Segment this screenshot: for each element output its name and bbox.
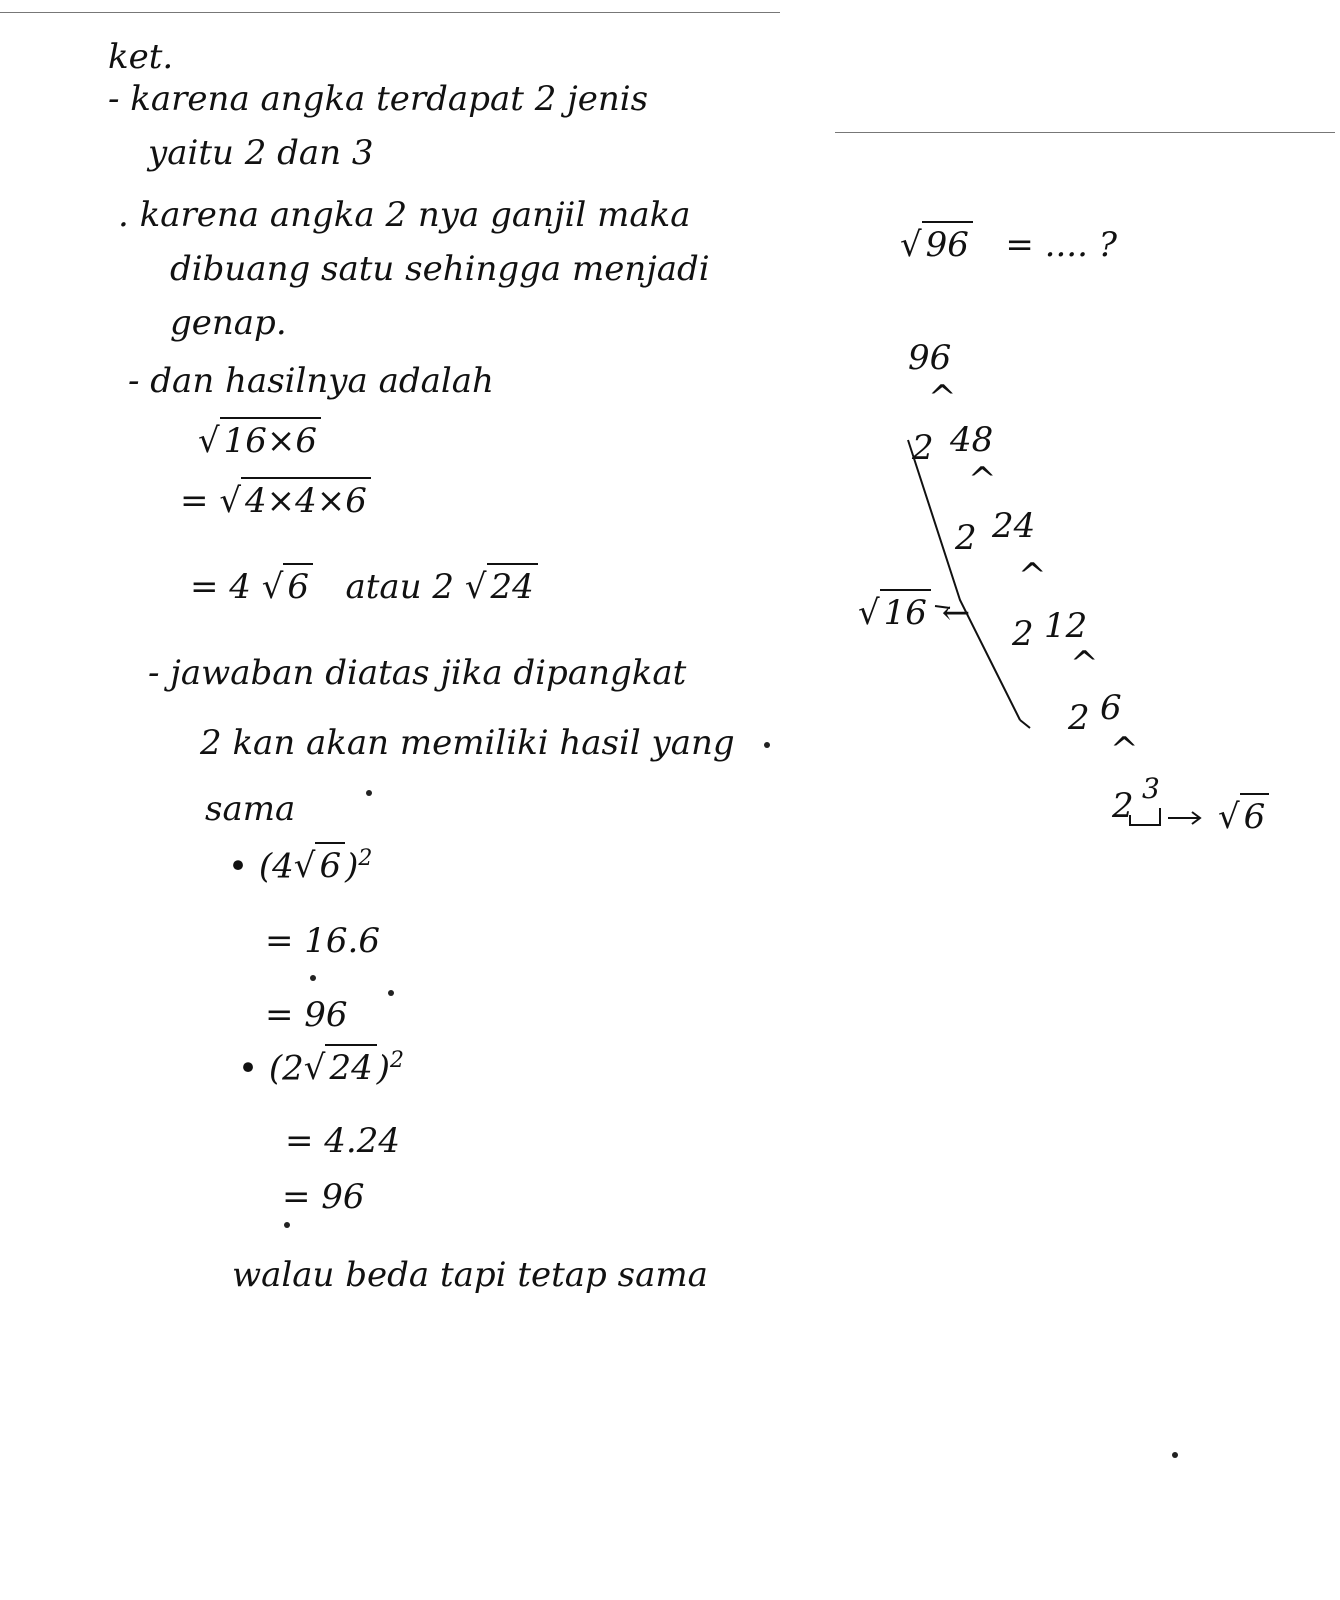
caret-5: ^ — [1110, 730, 1139, 770]
bullet2-line3: genap. — [170, 303, 287, 343]
check1-sqrt: √ 6 — [294, 849, 345, 883]
ink-speck — [1172, 1452, 1178, 1458]
tree-val-5: 3 — [1142, 772, 1160, 805]
tree-div-1: 2 — [912, 428, 934, 468]
tree-val-2: 24 — [992, 506, 1036, 546]
tree-val-3: 12 — [1044, 606, 1088, 646]
tree-top: 96 — [908, 338, 952, 378]
tree-result — [1218, 797, 1269, 837]
sqrt-16x6: √ 16×6 — [198, 424, 321, 458]
top-rule-right — [835, 132, 1335, 133]
tree-div-5: 2 — [1112, 786, 1134, 826]
tree-div-3: 2 — [1012, 614, 1034, 654]
step1 — [198, 421, 321, 461]
check2-step2: = 96 — [282, 1177, 365, 1217]
sqrt16-note — [858, 593, 971, 633]
check2-sqrt: √ 24 — [304, 1051, 377, 1085]
bullet1-line2: yaitu 2 dan 3 — [148, 133, 374, 173]
tree-val-4: 6 — [1100, 688, 1122, 728]
bullet1-line1: - karena angka terdapat 2 jenis — [108, 79, 649, 119]
bullet2-line1: . karena angka 2 nya ganjil maka — [118, 195, 691, 235]
sqrt-4x4x6: √ 4×4×6 — [219, 484, 371, 518]
conclusion: walau beda tapi tetap sama — [232, 1255, 708, 1295]
sqrt-6: √ 6 — [262, 570, 313, 604]
tree-val-1: 48 — [950, 420, 994, 460]
sqrt-24: √ 24 — [465, 570, 538, 604]
ink-speck — [284, 1222, 290, 1228]
sqrt-16: √ 16 — [858, 596, 931, 630]
ink-speck — [388, 990, 394, 996]
step3: = 4 √ 6 atau 2 √ 24 — [190, 570, 538, 604]
caret-3: ^ — [1018, 556, 1047, 596]
question: √ 96 = .... ? — [900, 228, 1117, 262]
top-rule-left — [0, 12, 780, 13]
ink-speck — [764, 742, 770, 748]
check1-step1: = 16.6 — [265, 921, 380, 961]
caret-1: ^ — [928, 378, 957, 418]
caret-4: ^ — [1070, 644, 1099, 684]
check2-step1: = 4.24 — [285, 1121, 400, 1161]
sqrt-96: √ 96 — [900, 228, 973, 262]
tree-div-4: 2 — [1068, 698, 1090, 738]
arrow-left-icon: ← — [930, 593, 971, 633]
ink-speck — [366, 790, 372, 796]
result-sqrt-6: √ 6 — [1218, 800, 1269, 834]
check2-expr: • (2√ 24 )$^2$ — [238, 1050, 404, 1085]
notes-heading: ket. — [108, 37, 174, 77]
bullet3-line: - dan hasilnya adalah — [128, 361, 494, 401]
tree-div-2: 2 — [955, 518, 977, 558]
check1-step2: = 96 — [265, 995, 348, 1035]
caret-2: ^ — [968, 460, 997, 500]
step2: = √ 4×4×6 — [180, 484, 371, 518]
ink-speck — [310, 975, 316, 981]
check1-expr: • (4√ 6 )$^2$ — [228, 848, 372, 883]
bullet4-line3: sama — [205, 789, 296, 829]
bullet4-line1: - jawaban diatas jika dipangkat — [148, 653, 687, 693]
bullet4-line2: 2 kan akan memiliki hasil yang — [200, 723, 735, 763]
bullet2-line2: dibuang satu sehingga menjadi — [170, 249, 710, 289]
